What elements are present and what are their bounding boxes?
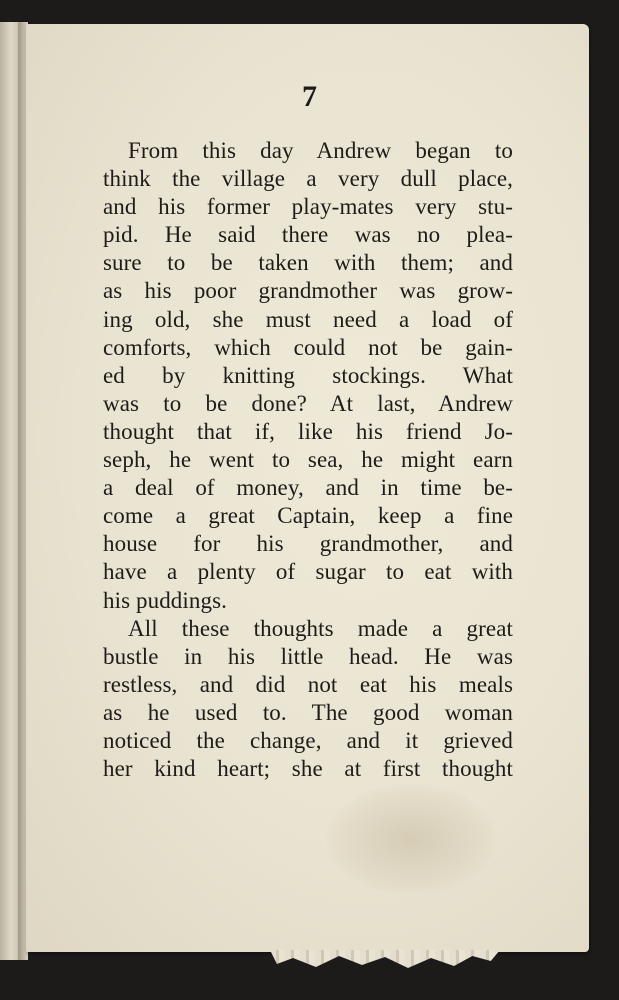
facing-page-edge: [0, 22, 19, 960]
text-line: thought that if, like his friend Jo-: [103, 418, 513, 444]
text-line: her kind heart; she at first thought: [103, 756, 513, 782]
text-line: his puddings.: [103, 587, 227, 613]
text-line: as he used to. The good woman: [103, 699, 513, 725]
text-line: as his poor grandmother was grow-: [103, 278, 513, 304]
text-line: seph, he went to sea, he might earn: [103, 447, 513, 473]
paragraph-1: [103, 137, 513, 615]
text-line: and his former play-mates very stu-: [103, 194, 513, 220]
text-line: think the village a very dull place,: [103, 166, 513, 192]
text-line: come a great Captain, keep a fine: [103, 503, 513, 529]
text-line: sure to be taken with them; and: [103, 250, 513, 276]
text-line: a deal of money, and in time be-: [103, 475, 513, 501]
page-stain: [326, 784, 496, 894]
page-text: [103, 137, 513, 783]
text-line: ed by knitting stockings. What: [103, 362, 513, 388]
text-line: bustle in his little head. He was: [103, 643, 513, 669]
text-line: All these thoughts made a great: [128, 615, 513, 641]
text-line: From this day Andrew began to: [128, 138, 513, 163]
text-line: restless, and did not eat his meals: [103, 671, 513, 697]
text-line: comforts, which could not be gain-: [103, 334, 513, 360]
text-line: house for his grandmother, and: [103, 531, 513, 557]
paragraph-2: [103, 615, 513, 784]
text-line: was to be done? At last, Andrew: [103, 390, 513, 416]
text-line: pid. He said there was no plea-: [103, 222, 513, 248]
torn-page-edge: [270, 950, 500, 970]
text-line: ing old, she must need a load of: [103, 306, 513, 332]
text-line: noticed the change, and it grieved: [103, 727, 513, 753]
text-line: have a plenty of sugar to eat with: [103, 559, 513, 585]
page-number: 7: [302, 80, 317, 113]
